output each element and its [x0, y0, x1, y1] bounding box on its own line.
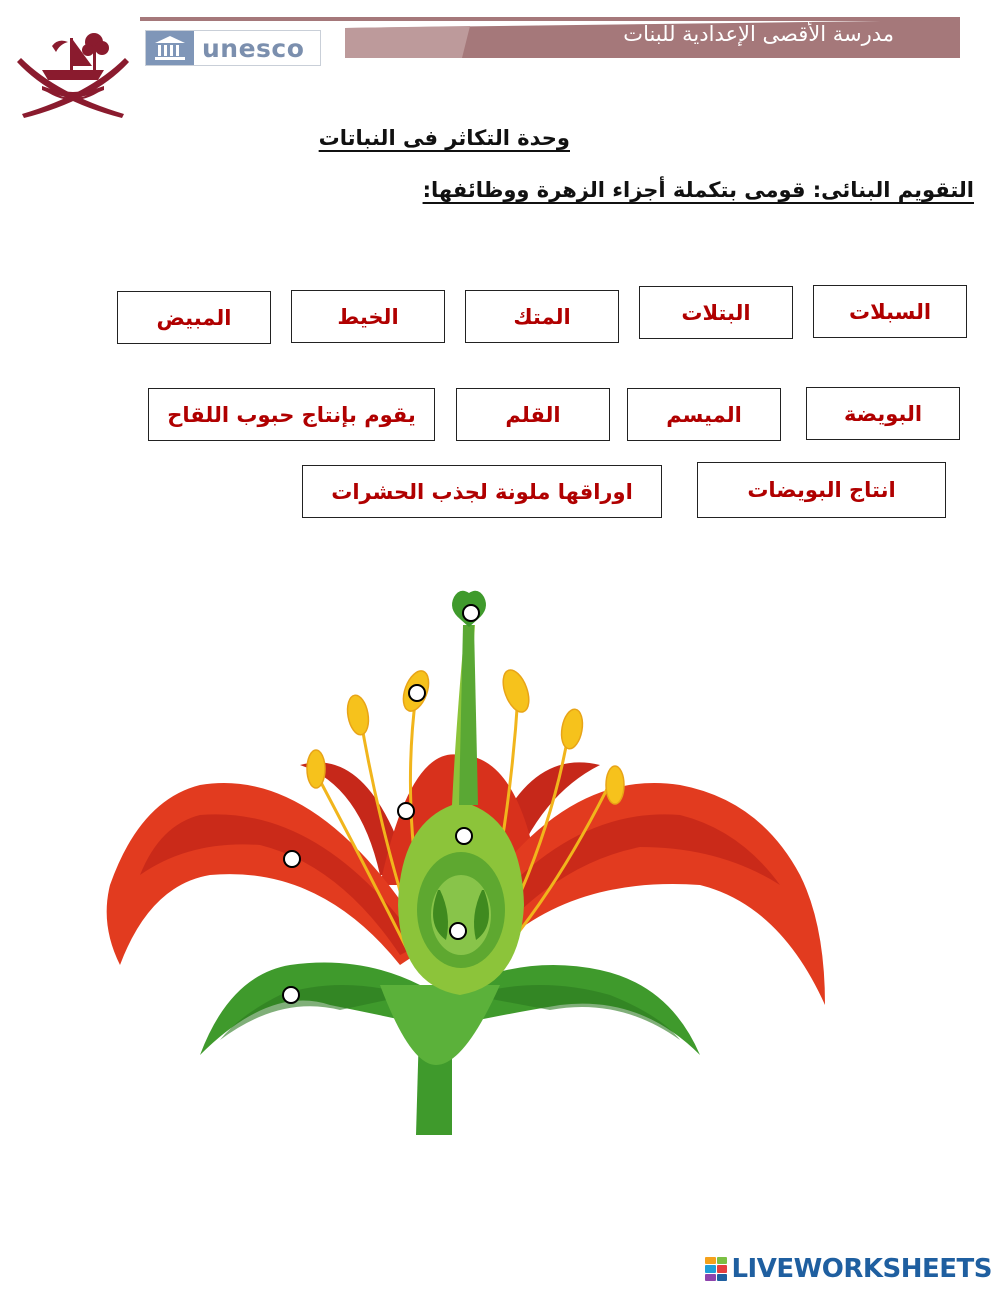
task-instruction: التقويم البنائى: قومى بتكملة أجزاء الزهرة ووظائفها:	[422, 178, 974, 202]
liveworksheets-logo	[705, 1254, 992, 1284]
unesco-logo	[145, 30, 321, 66]
school-name: مدرسة الأقصى الإعدادية للبنات	[623, 22, 894, 46]
label-dot-petal[interactable]	[284, 851, 300, 867]
receptacle	[380, 985, 500, 1065]
label-dot-stigma[interactable]	[463, 605, 479, 621]
word-box-pollen-function[interactable]: يقوم بإنتاج حبوب اللقاح	[148, 388, 435, 441]
word-box-petals[interactable]: البتلات	[639, 286, 793, 339]
word-box-anther[interactable]: المتك	[465, 290, 619, 343]
liveworksheets-wordmark: LIVEWORKSHEETS	[731, 1254, 992, 1284]
style	[459, 625, 478, 805]
unesco-wordmark: unesco	[202, 33, 305, 63]
word-box-style[interactable]: القلم	[456, 388, 610, 441]
flower-diagram	[80, 585, 840, 1135]
header-title-area	[0, 0, 960, 70]
liveworksheets-icon	[705, 1257, 727, 1281]
temple-icon	[146, 31, 194, 65]
word-box-petal-function[interactable]: اوراقها ملونة لجذب الحشرات	[302, 465, 662, 518]
label-dot-style[interactable]	[456, 828, 472, 844]
label-dot-sepal[interactable]	[283, 987, 299, 1003]
word-box-ovule[interactable]: البويضة	[806, 387, 960, 440]
unit-title: وحدة التكاثر فى النباتات	[318, 126, 570, 150]
word-box-stigma[interactable]: الميسم	[627, 388, 781, 441]
word-box-filament[interactable]: الخيط	[291, 290, 445, 343]
word-box-ovule-function[interactable]: انتاج البويضات	[697, 462, 946, 518]
label-dot-anther[interactable]	[409, 685, 425, 701]
qatar-emblem-logo	[12, 28, 134, 126]
word-box-sepals[interactable]: السبلات	[813, 285, 967, 338]
word-box-ovary[interactable]: المبيض	[117, 291, 271, 344]
label-dot-filament[interactable]	[398, 803, 414, 819]
label-dot-ovule[interactable]	[450, 923, 466, 939]
